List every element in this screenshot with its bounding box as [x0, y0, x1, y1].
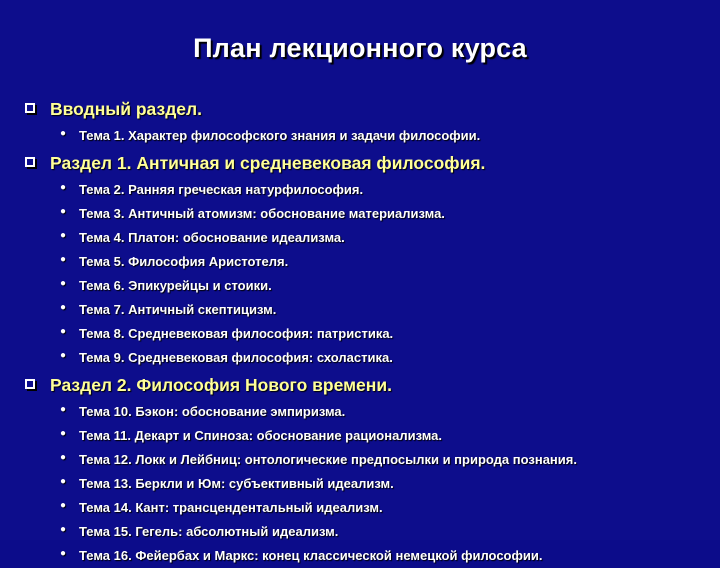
topic-item [22, 322, 712, 346]
section-heading-label: Раздел 1. Античная и средневековая философия. [50, 153, 486, 173]
section-heading-label: Раздел 2. Философия Нового времени. [50, 375, 392, 395]
topic-label: Тема 4. Платон: обоснование идеализма. [79, 230, 345, 245]
topic-item [22, 472, 712, 496]
round-bullet-icon: ● [60, 326, 67, 337]
topic-label: Тема 5. Философия Аристотеля. [79, 254, 289, 269]
round-bullet-icon: ● [60, 128, 67, 139]
topic-item [22, 520, 712, 544]
section-heading [22, 370, 712, 400]
topic-label: Тема 10. Бэкон: обоснование эмпиризма. [79, 404, 346, 419]
round-bullet-icon: ● [60, 524, 67, 535]
topic-label: Тема 1. Характер философского знания и задачи философии. [79, 128, 481, 143]
topic-label: Тема 9. Средневековая философия: схоластика. [79, 350, 393, 365]
topic-label: Тема 12. Локк и Лейбниц: онтологические предпосылки и природа познания. [79, 452, 577, 467]
topic-label: Тема 6. Эпикурейцы и стоики. [79, 278, 272, 293]
section-heading [22, 94, 712, 124]
round-bullet-icon: ● [60, 350, 67, 361]
topic-label: Тема 13. Беркли и Юм: субъективный идеализм. [79, 476, 394, 491]
topic-item [22, 400, 712, 424]
section-heading [22, 148, 712, 178]
round-bullet-icon: ● [60, 476, 67, 487]
round-bullet-icon: ● [60, 254, 67, 265]
topic-item [22, 346, 712, 370]
hollow-square-bullet-icon [24, 378, 38, 392]
topic-item [22, 496, 712, 520]
round-bullet-icon: ● [60, 230, 67, 241]
topic-label: Тема 2. Ранняя греческая натурфилософия. [79, 182, 364, 197]
topic-item [22, 448, 712, 472]
hollow-square-bullet-icon [24, 102, 38, 116]
round-bullet-icon: ● [60, 428, 67, 439]
topic-label: Тема 14. Кант: трансцендентальный идеализм. [79, 500, 383, 515]
hollow-square-bullet-icon [24, 156, 38, 170]
round-bullet-icon: ● [60, 452, 67, 463]
section-heading-label: Вводный раздел. [50, 99, 203, 119]
round-bullet-icon: ● [60, 278, 67, 289]
topic-item [22, 124, 712, 148]
round-bullet-icon: ● [60, 182, 67, 193]
topic-item [22, 424, 712, 448]
topic-label: Тема 3. Античный атомизм: обоснование материализма. [79, 206, 445, 221]
slide-title: План лекционного курса [193, 33, 527, 63]
topic-item [22, 178, 712, 202]
round-bullet-icon: ● [60, 500, 67, 511]
round-bullet-icon: ● [60, 302, 67, 313]
topic-label: Тема 16. Фейербах и Маркс: конец классической немецкой философии. [79, 548, 543, 563]
topic-label: Тема 8. Средневековая философия: патристика. [79, 326, 394, 341]
topic-item [22, 226, 712, 250]
topic-item [22, 202, 712, 226]
topic-item [22, 250, 712, 274]
topic-item [22, 298, 712, 322]
round-bullet-icon: ● [60, 404, 67, 415]
topic-label: Тема 7. Античный скептицизм. [79, 302, 277, 317]
topic-item [22, 274, 712, 298]
outline [22, 94, 712, 568]
round-bullet-icon: ● [60, 548, 67, 559]
topic-label: Тема 15. Гегель: абсолютный идеализм. [79, 524, 339, 539]
round-bullet-icon: ● [60, 206, 67, 217]
topic-item [22, 544, 712, 568]
topic-label: Тема 11. Декарт и Спиноза: обоснование рационализма. [79, 428, 443, 443]
